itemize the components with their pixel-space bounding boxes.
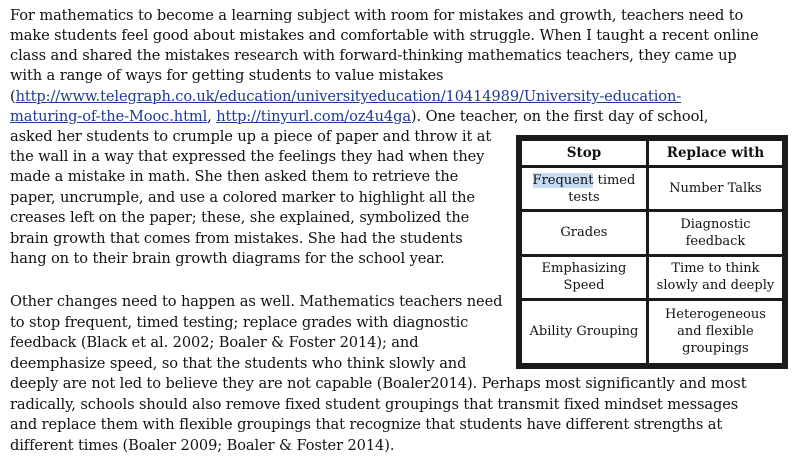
paragraph-line: class and shared the mistakes research with forward-thinking mathematics teachers, they came up [10, 47, 737, 64]
paragraph-line: paper, uncrumple, and use a colored marker to highlight all the [10, 189, 475, 206]
table-cell: Grades [522, 212, 646, 253]
cell-text: Time to think [671, 261, 760, 277]
telegraph-link-continued[interactable]: maturing-of-the-Mooc.html [10, 108, 208, 125]
table-header-stop: Stop [522, 141, 646, 165]
paragraph-line: with a range of ways for getting students to value mistakes [10, 67, 444, 84]
cell-text: tests [568, 189, 600, 205]
paragraph-line: feedback (Black et al. 2002; Boaler & Foster 2014); and [10, 334, 419, 351]
paragraph-line: creases left on the paper; these, she explained, symbolized the [10, 209, 470, 226]
table-cell [522, 257, 646, 298]
paragraph-line: hang on to their brain growth diagrams for the school year. [10, 250, 445, 267]
table-cell [649, 257, 782, 298]
cell-text: Emphasizing [541, 261, 627, 277]
open-paren: ( [10, 88, 16, 105]
paragraph-line: different times (Boaler 2009; Boaler & Foster 2014). [10, 437, 395, 454]
paragraph-line: deemphasize speed, so that the students who think slowly and [10, 355, 467, 372]
stop-replace-table [516, 135, 788, 369]
table-cell: Ability Grouping [522, 301, 646, 363]
paragraph-line: For mathematics to become a learning subject with room for mistakes and growth, teachers need to [10, 7, 744, 24]
cell-text: feedback [685, 233, 746, 249]
paragraph-line: make students feel good about mistakes and comfortable with struggle. When I taught a recent online [10, 27, 759, 44]
highlighted-text[interactable]: Frequent [532, 172, 594, 188]
cell-text: slowly and deeply [656, 278, 775, 294]
cell-text: Heterogeneous [664, 307, 766, 323]
line-text: ). One teacher, on the first day of school, [410, 108, 709, 125]
link-separator: , [207, 108, 217, 125]
telegraph-link[interactable]: http://www.telegraph.co.uk/education/universityeducation/10414989/University-education- [15, 88, 682, 105]
paragraph-line: made a mistake in math. She then asked them to retrieve the [10, 168, 459, 185]
paragraph-line: the wall in a way that expressed the feelings they had when they [10, 148, 485, 165]
cell-text: timed [593, 172, 636, 188]
table-cell [649, 212, 782, 253]
cell-text: Diagnostic [680, 216, 751, 232]
table-cell [522, 168, 646, 209]
paragraph-line: to stop frequent, timed testing; replace grades with diagnostic [10, 314, 469, 331]
paragraph-line: brain growth that comes from mistakes. She had the students [10, 230, 463, 247]
paragraph-line [10, 87, 681, 107]
table-cell [649, 301, 782, 363]
table-header-replace: Replace with [649, 141, 782, 165]
paragraph-line: asked her students to crumple up a piece of paper and throw it at [10, 128, 492, 145]
cell-text: groupings [682, 341, 749, 357]
paragraph-line: deeply are not led to believe they are not capable (Boaler2014). Perhaps most significantly and most [10, 375, 747, 392]
paragraph-line: Other changes need to happen as well. Mathematics teachers need [10, 293, 503, 310]
paragraph-line: and replace them with flexible groupings that recognize that students have different strengths at [10, 416, 723, 433]
tinyurl-link[interactable]: http://tinyurl.com/oz4u4ga [216, 108, 411, 125]
cell-text: and flexible [677, 324, 754, 340]
paragraph-line [10, 107, 708, 127]
table-cell: Number Talks [649, 168, 782, 209]
paragraph-line: radically, schools should also remove fixed student groupings that transmit fixed mindset messages [10, 396, 739, 413]
cell-text: Speed [563, 278, 605, 294]
